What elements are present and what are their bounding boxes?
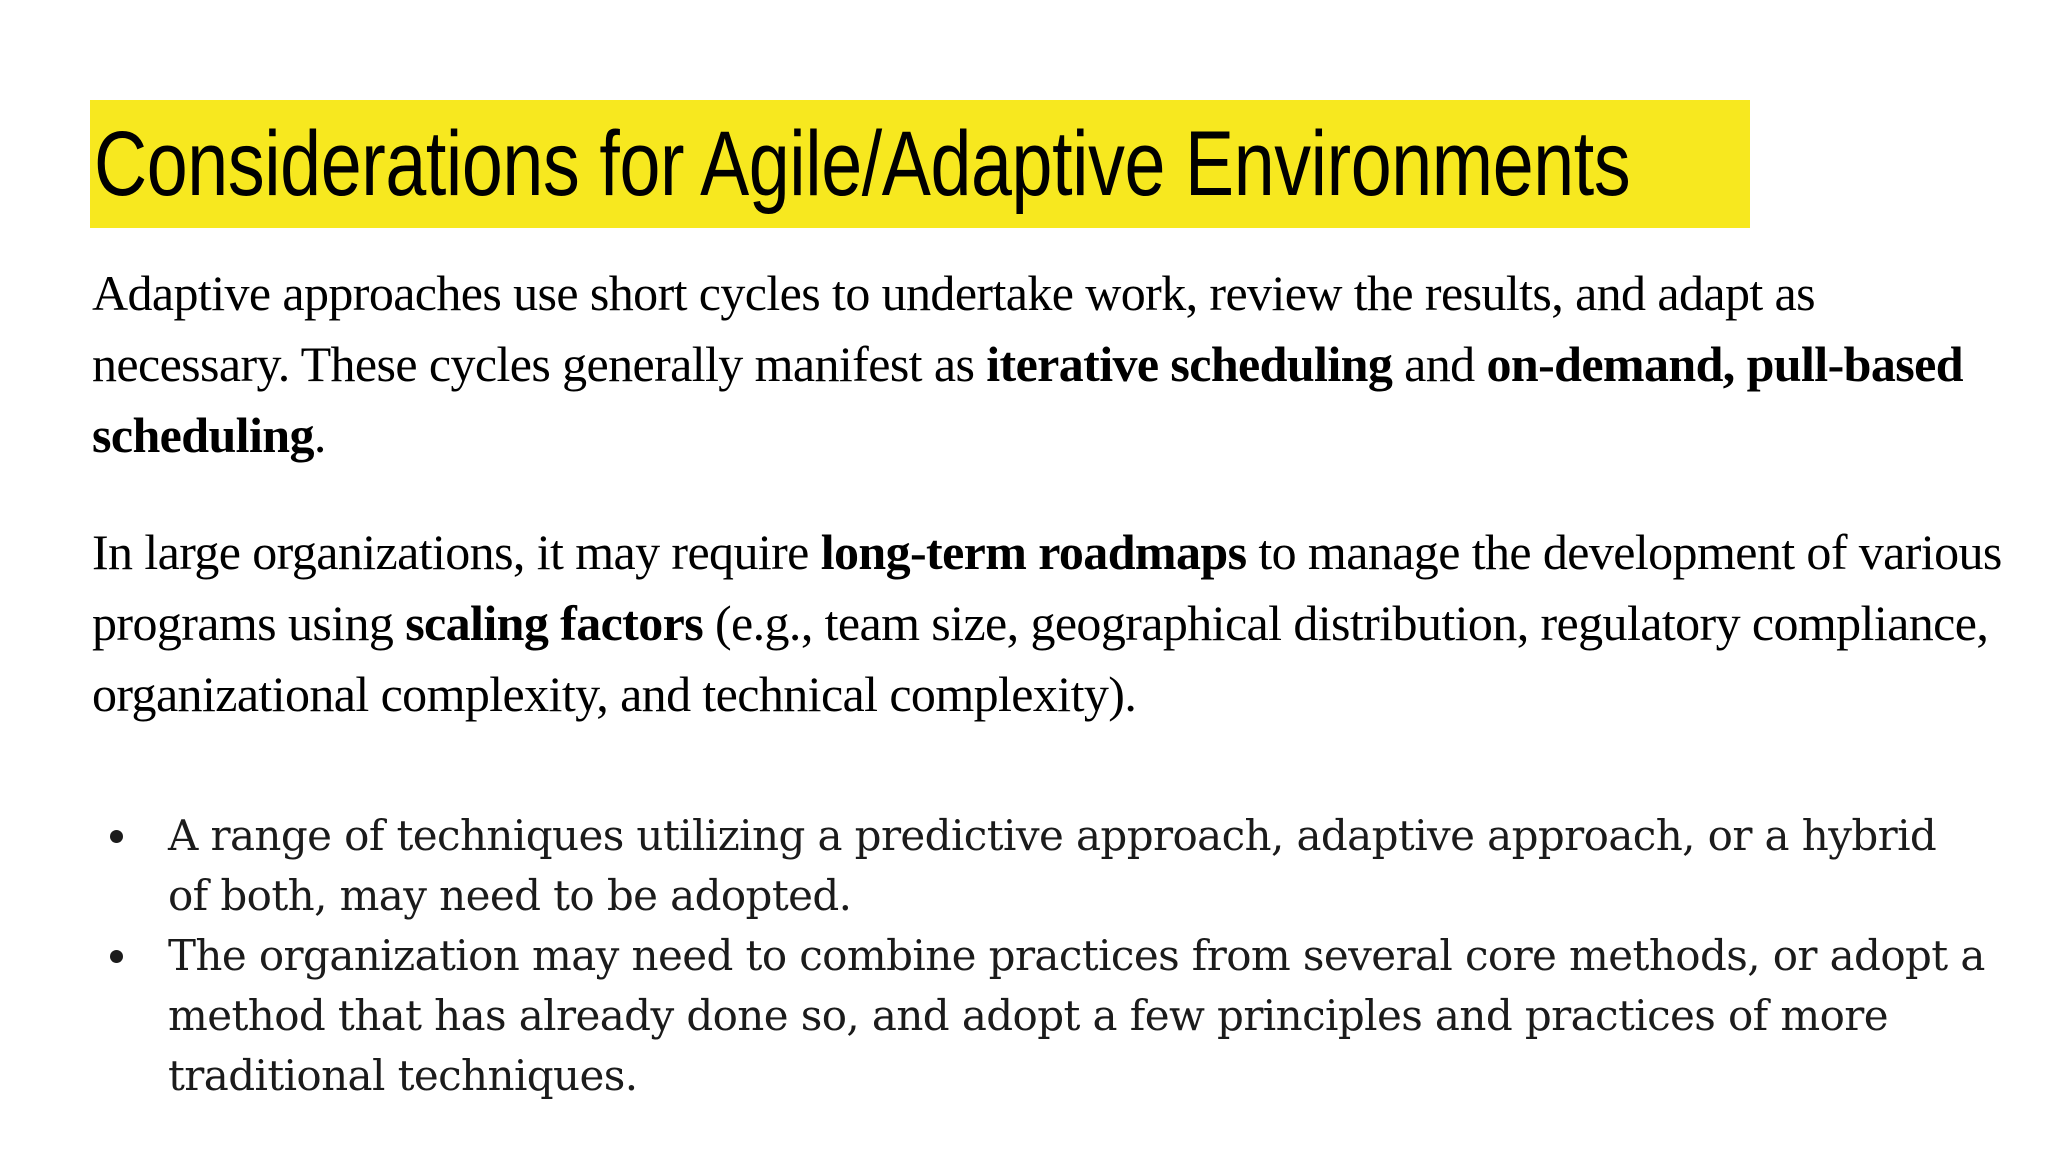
paragraph1-text-2: and bbox=[1392, 336, 1487, 392]
bullet-dot-icon bbox=[110, 950, 123, 963]
bullet-list bbox=[108, 806, 1988, 1106]
paragraph2-text-1: In large organizations, it may require bbox=[92, 524, 821, 580]
paragraph2-bold-1: long-term roadmaps bbox=[820, 524, 1247, 580]
paragraph2-text-3: (e.g., team size, geographical distribution, regulatory compliance, organizational complexity, and technical complexity). bbox=[92, 595, 1989, 722]
bullet-text: The organization may need to combine practices from several core methods, or adopt a method that has already done so, and adopt a few principles and practices of more traditional techniques. bbox=[168, 931, 1985, 1100]
slide-title: Considerations for Agile/Adaptive Environments bbox=[94, 112, 1631, 215]
bullet-text: A range of techniques utilizing a predictive approach, adaptive approach, or a hybrid of both, may need to be adopted. bbox=[168, 811, 1937, 920]
paragraph1-text-3: . bbox=[313, 407, 326, 463]
paragraph1-text-1: Adaptive approaches use short cycles to undertake work, review the results, and adapt as necessary. These cycles generally manifest as bbox=[92, 265, 1815, 392]
title-highlight bbox=[90, 100, 1750, 228]
paragraph-adaptive-approaches bbox=[92, 258, 1992, 471]
paragraph1-bold-1: iterative scheduling bbox=[986, 336, 1393, 392]
bullet-item bbox=[108, 806, 1988, 926]
paragraph2-bold-2: scaling factors bbox=[405, 595, 704, 651]
bullet-dot-icon bbox=[110, 830, 123, 843]
paragraph-large-organizations bbox=[92, 517, 2012, 730]
paragraph2-text-2: to manage the development of various programs using bbox=[92, 524, 2002, 651]
paragraph1-bold-2: on-demand, pull-based scheduling bbox=[92, 336, 1963, 463]
bullet-item bbox=[108, 926, 1988, 1106]
